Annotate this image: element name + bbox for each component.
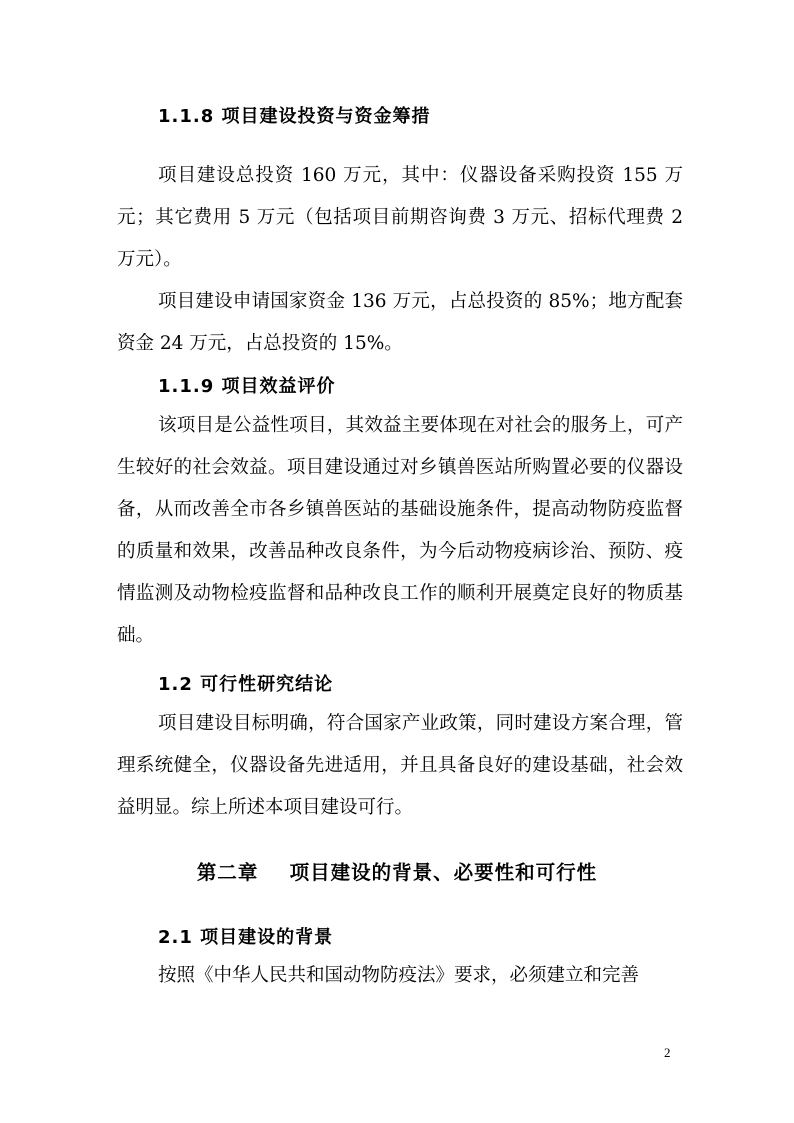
page-number: 2 [664, 1045, 671, 1060]
paragraph-funding: 项目建设申请国家资金 136 万元，占总投资的 85%；地方配套资金 24 万元，占总投资的 15%。 [117, 291, 683, 354]
paragraph-investment: 项目建设总投资 160 万元，其中：仪器设备采购投资 155 万元；其它费用 5 万元（包括项目前期咨询费 3 万元、招标代理费 2 万元）。 [117, 165, 683, 270]
heading-2-1: 2.1 项目建设的背景 [158, 927, 334, 948]
paragraph-conclusion: 项目建设目标明确，符合国家产业政策，同时建设方案合理，管理系统健全，仪器设备先进适用，并且具备良好的建设基础，社会效益明显。综上所述本项目建设可行。 [117, 713, 683, 818]
paragraph-background: 按照《中华人民共和国动物防疫法》要求，必须建立和完善 [158, 965, 640, 986]
heading-1-2: 1.2 可行性研究结论 [158, 674, 334, 695]
heading-1-1-9: 1.1.9 项目效益评价 [158, 376, 336, 397]
chapter-title: 第二章 项目建设的背景、必要性和可行性 [196, 861, 598, 884]
heading-1-1-8: 1.1.8 项目建设投资与资金筹措 [158, 106, 431, 127]
paragraph-benefit: 该项目是公益性项目，其效益主要体现在对社会的服务上，可产生较好的社会效益。项目建设通过对乡镇兽医站所购置必要的仪器设备，从而改善全市各乡镇兽医站的基础设施条件，提高动物防疫监督的质量和效果，改善品种改良条件，为今后动物疫病诊治、预防、疫情监测及动物检疫监督和品种改良工作的顺利开展奠定良好的物质基础。 [117, 415, 683, 646]
